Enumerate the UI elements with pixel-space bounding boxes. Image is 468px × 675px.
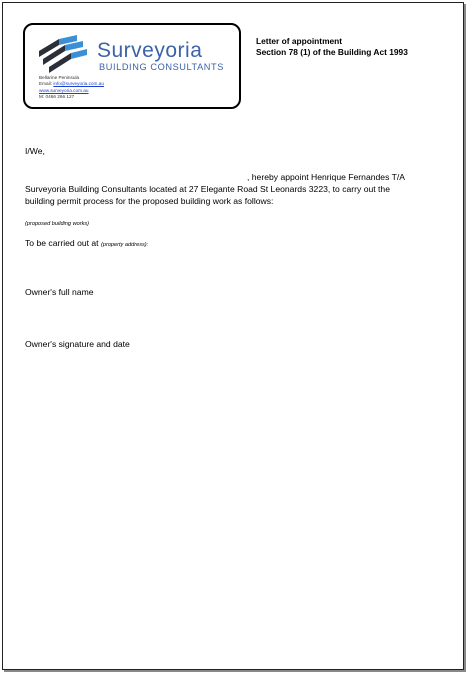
- owner-full-name-label: Owner's full name: [25, 287, 94, 297]
- contact-email-link[interactable]: info@surveyoria.com.au: [53, 81, 104, 87]
- letter-heading: [256, 36, 408, 58]
- heading-act-reference: Section 78 (1) of the Building Act 1993: [256, 47, 408, 57]
- appoint-line-2: Surveyoria Building Consultants located at 27 Elegante Road St Leonards 3223, to carry out the: [25, 184, 390, 194]
- salutation: I/We,: [25, 146, 45, 156]
- appoint-line-3: building permit process for the proposed building work as follows:: [25, 196, 274, 206]
- brand-name: Surveyoria: [97, 39, 203, 62]
- owner-signature-label: Owner's signature and date: [25, 339, 130, 349]
- contact-phone: M: 0466 266 127: [39, 93, 75, 99]
- property-address-label: (property address):: [100, 242, 149, 248]
- document-page: [2, 2, 464, 670]
- surveyoria-logo-icon: [37, 31, 93, 75]
- contact-location: Bellarine Peninsula: [39, 75, 80, 80]
- contact-block: [39, 75, 104, 100]
- brand-tagline: BUILDING CONSULTANTS: [99, 62, 224, 72]
- letterhead-logo-box: [23, 23, 241, 109]
- proposed-works-label: (proposed building works): [25, 221, 90, 227]
- appoint-line-1: , hereby appoint Henrique Fernandes T/A: [247, 172, 405, 182]
- property-address-line: [25, 237, 148, 251]
- carried-out-text: To be carried out at: [25, 238, 99, 248]
- contact-website-link[interactable]: www.surveyoria.com.au: [39, 87, 89, 93]
- contact-email-label: Email:: [39, 81, 53, 87]
- heading-title: Letter of appointment: [256, 36, 343, 46]
